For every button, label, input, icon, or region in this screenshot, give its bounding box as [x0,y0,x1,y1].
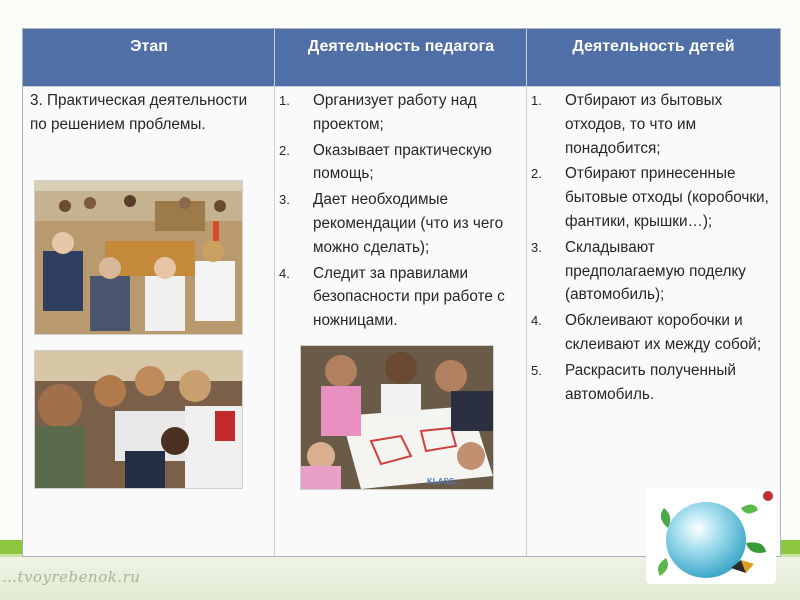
children-drawing-photo [300,345,494,490]
children-at-tables-photo [34,180,243,335]
list-item [531,309,771,357]
list-text: Обклеивают коробочки и склеивают их между собой; [565,312,762,353]
column-divider-2 [526,29,527,556]
list-text: Дает необходимые рекомендации (что из чего можно сделать); [313,191,504,256]
list-item [279,262,519,333]
list-item [531,359,771,407]
children-activity-list [531,89,771,406]
list-number: 3. [531,239,542,255]
list-number: 4. [279,265,290,281]
list-number: 1. [279,93,290,108]
header-divider [23,86,780,87]
list-number: 2. [531,166,542,182]
list-text: Оказывает практическую помощь; [313,141,492,183]
list-number: 4. [531,313,542,329]
list-item [279,139,519,187]
list-text: Раскрасить полученный автомобиль. [565,361,736,403]
list-item [531,236,771,307]
list-number: 1. [531,93,542,108]
list-number: 3. [279,192,290,208]
header-teacher-activity: Деятельность педагога [307,38,495,55]
photo-watermark: KLASS… [427,477,463,486]
group-work-image [35,351,242,488]
footer-website: …tvoyrebenok.ru [2,568,141,586]
list-number: 5. [531,362,542,378]
globe-leaves-icon [646,488,776,584]
list-item [279,89,519,137]
drawing-image [301,346,493,489]
stage-cell: 3. Практическая деятельности по решением проблемы. [30,92,248,133]
list-text: Отбирают принесенные бытовые отходы (коробочки, фантики, крышки…); [565,165,769,230]
children-activity-cell [531,89,771,408]
list-text: Организует работу над проектом; [313,92,477,133]
teacher-activity-list [279,89,519,333]
list-item [531,162,771,233]
list-text: Отбирают из бытовых отходов, то что им понадобится; [565,92,723,157]
list-item [531,89,771,160]
list-text: Складывают предполагаемую поделку (автомобиль); [565,238,746,304]
header-stage: Этап [130,38,168,55]
classroom-image [35,181,242,334]
table-header-row [23,29,780,86]
header-children-activity: Деятельность детей [572,38,735,55]
eco-globe-image [646,488,776,584]
children-group-work-photo [34,350,243,489]
column-divider-1 [274,29,275,556]
teacher-activity-cell [279,89,519,335]
list-number: 2. [279,142,290,158]
list-text: Следит за правилами безопасности при работе с ножницами. [313,264,505,330]
list-item [279,188,519,259]
